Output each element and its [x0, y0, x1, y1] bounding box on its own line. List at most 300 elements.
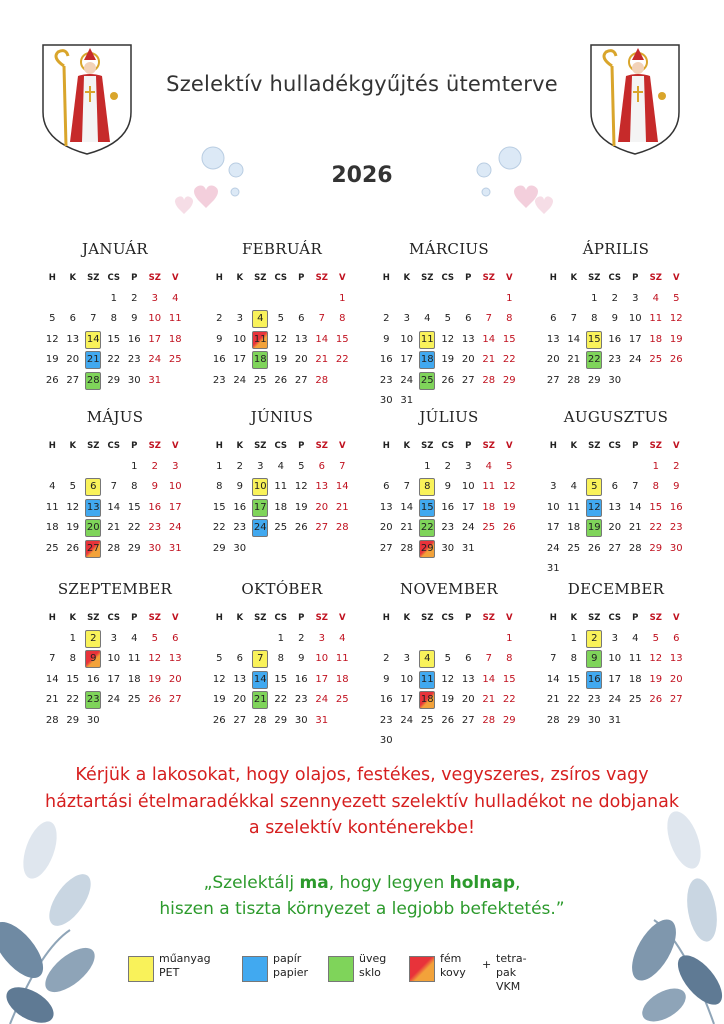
day-cell: [479, 477, 500, 498]
day-number: 8: [591, 313, 598, 324]
day-cell: [332, 629, 353, 650]
day-number: 16: [294, 673, 308, 685]
day-cell: [666, 670, 687, 691]
weekday-label: H: [215, 273, 223, 283]
month-name: NOVEMBER: [400, 580, 498, 598]
day-cell: [124, 649, 145, 670]
day-number: 16: [379, 354, 393, 365]
day-number: 18: [127, 673, 141, 685]
day-number: 4: [485, 460, 492, 472]
coat-of-arms-right: [588, 42, 682, 157]
day-number: 14: [315, 333, 329, 345]
day-number: 28: [85, 372, 101, 390]
day-number: 12: [649, 653, 663, 664]
month-name: FEBRUÁR: [241, 240, 323, 258]
weekday-label: K: [570, 441, 578, 451]
weekday-label: CS: [441, 273, 455, 283]
day-cell: [543, 350, 564, 371]
day-cell: [479, 309, 500, 330]
empty-cell: [438, 629, 459, 650]
calendar-grid: [40, 238, 690, 746]
day-cell: [271, 649, 292, 670]
weekday-label: P: [632, 273, 639, 283]
empty-cell: [564, 289, 585, 310]
day-number: 8: [110, 313, 117, 324]
day-cell: [104, 539, 125, 560]
day-cell: [312, 649, 333, 670]
day-number: 22: [335, 354, 349, 365]
day-number: 9: [611, 313, 618, 324]
day-cell: [499, 649, 520, 670]
day-number: 19: [441, 354, 455, 365]
empty-cell: [42, 289, 63, 310]
day-cell: [271, 518, 292, 539]
day-number: 23: [85, 691, 101, 709]
day-number: 3: [611, 632, 618, 644]
day-cell: [646, 690, 667, 711]
day-cell: [230, 477, 251, 498]
day-number: 9: [673, 481, 680, 492]
coat-of-arms-left: [40, 42, 134, 157]
day-number: 20: [608, 522, 622, 533]
day-cell: [397, 518, 418, 539]
day-number: 7: [485, 313, 492, 324]
day-cell: [145, 539, 166, 560]
day-number: 14: [400, 501, 414, 513]
day-number: 10: [400, 333, 414, 345]
empty-cell: [312, 289, 333, 310]
weekday-label: SZ: [588, 441, 601, 451]
day-number: 16: [608, 333, 622, 345]
day-cell: [104, 498, 125, 519]
day-cell: [63, 498, 84, 519]
day-number: 26: [441, 714, 455, 726]
day-number: 21: [85, 351, 101, 369]
day-number: 31: [546, 563, 560, 574]
day-cell: [458, 498, 479, 519]
collection-day: [83, 350, 104, 371]
day-cell: [646, 629, 667, 650]
day-cell: [63, 649, 84, 670]
collection-day: [83, 518, 104, 539]
day-number: 21: [567, 354, 581, 365]
day-cell: [564, 649, 585, 670]
weekday-label: CS: [441, 613, 455, 623]
day-number: 12: [212, 673, 226, 685]
day-cell: [438, 670, 459, 691]
day-cell: [458, 309, 479, 330]
day-number: 29: [274, 714, 288, 726]
day-number: 8: [652, 481, 659, 492]
day-cell: [312, 711, 333, 732]
day-cell: [332, 649, 353, 670]
weekday-label: SZ: [315, 613, 328, 623]
day-number: 13: [379, 501, 393, 513]
day-number: 17: [233, 354, 247, 365]
day-number: 27: [546, 374, 560, 386]
weekday-label: H: [382, 441, 390, 451]
day-cell: [165, 518, 186, 539]
day-number: 27: [294, 374, 308, 386]
day-cell: [271, 498, 292, 519]
day-number: 20: [233, 694, 247, 705]
day-number: 4: [339, 632, 346, 644]
day-number: 28: [400, 542, 414, 554]
legend-label-tetra: tetra-pak VKM: [496, 952, 527, 993]
weekday-label: SZ: [87, 613, 100, 623]
day-cell: [543, 670, 564, 691]
weekday-label: SZ: [649, 273, 662, 283]
day-number: 7: [318, 313, 325, 324]
day-number: 11: [649, 313, 663, 324]
day-grid: [376, 608, 524, 752]
day-number: 26: [441, 374, 455, 386]
day-number: 6: [298, 313, 305, 324]
day-number: 13: [168, 653, 182, 664]
collection-day: [417, 670, 438, 691]
day-cell: [209, 539, 230, 560]
collection-day: [417, 518, 438, 539]
day-cell: [666, 498, 687, 519]
collection-day: [417, 649, 438, 670]
empty-cell: [209, 629, 230, 650]
day-number: 25: [274, 522, 288, 533]
legend-label-metal: fém kovy: [440, 952, 466, 979]
day-number: 17: [400, 694, 414, 705]
day-cell: [332, 670, 353, 691]
day-number: 7: [403, 481, 410, 492]
day-cell: [564, 711, 585, 732]
day-cell: [104, 649, 125, 670]
day-cell: [564, 498, 585, 519]
day-cell: [438, 711, 459, 732]
day-number: 8: [216, 481, 223, 492]
day-cell: [499, 371, 520, 392]
day-number: 22: [107, 354, 121, 365]
weekday-label: V: [338, 273, 346, 283]
weekday-label: SZ: [482, 441, 495, 451]
day-number: 6: [550, 313, 557, 324]
day-number: 14: [567, 333, 581, 345]
day-cell: [332, 330, 353, 351]
day-cell: [145, 690, 166, 711]
day-cell: [376, 350, 397, 371]
day-number: 27: [379, 542, 393, 554]
day-number: 31: [400, 395, 414, 406]
day-cell: [104, 350, 125, 371]
day-number: 20: [315, 501, 329, 513]
collection-day: [584, 649, 605, 670]
day-number: 10: [233, 333, 247, 345]
day-number: 6: [383, 481, 390, 492]
day-number: 19: [274, 354, 288, 365]
empty-cell: [564, 457, 585, 478]
day-cell: [605, 670, 626, 691]
day-cell: [271, 690, 292, 711]
day-number: 20: [379, 522, 393, 533]
day-number: 9: [236, 481, 243, 492]
day-number: 2: [611, 292, 618, 304]
day-cell: [666, 330, 687, 351]
day-cell: [145, 477, 166, 498]
day-number: 3: [465, 460, 472, 472]
day-number: 1: [652, 460, 659, 472]
weekday-label: K: [403, 613, 411, 623]
day-number: 6: [465, 313, 472, 324]
day-number: 11: [628, 653, 642, 664]
day-cell: [42, 649, 63, 670]
day-cell: [646, 330, 667, 351]
day-cell: [42, 690, 63, 711]
day-number: 29: [587, 374, 601, 386]
day-cell: [209, 350, 230, 371]
collection-day: [250, 350, 271, 371]
day-cell: [499, 629, 520, 650]
empty-cell: [458, 289, 479, 310]
day-cell: [291, 670, 312, 691]
day-number: 25: [567, 542, 581, 554]
day-cell: [543, 477, 564, 498]
empty-cell: [397, 629, 418, 650]
day-cell: [271, 477, 292, 498]
day-number: 18: [274, 501, 288, 513]
month-name: MÁJUS: [86, 408, 144, 426]
day-number: 1: [110, 292, 117, 304]
day-cell: [438, 539, 459, 560]
day-number: 16: [379, 694, 393, 705]
day-number: 13: [461, 673, 475, 685]
day-cell: [145, 309, 166, 330]
day-number: 25: [335, 694, 349, 705]
day-number: 26: [274, 374, 288, 386]
day-cell: [104, 670, 125, 691]
month-április: [541, 238, 691, 391]
day-number: 3: [632, 292, 639, 304]
day-number: 10: [168, 481, 182, 492]
day-number: 15: [127, 501, 141, 513]
day-number: 17: [628, 333, 642, 345]
day-number: 7: [570, 313, 577, 324]
weekday-label: P: [131, 441, 138, 451]
day-cell: [312, 629, 333, 650]
day-cell: [165, 670, 186, 691]
day-cell: [291, 518, 312, 539]
day-number: 13: [315, 481, 329, 492]
day-number: 29: [649, 542, 663, 554]
day-cell: [104, 330, 125, 351]
metal-swatch: [409, 956, 435, 982]
day-number: 10: [400, 673, 414, 685]
day-cell: [312, 371, 333, 392]
collection-day: [83, 330, 104, 351]
day-number: 11: [274, 481, 288, 492]
day-cell: [124, 330, 145, 351]
day-number: 18: [419, 351, 435, 369]
day-number: 9: [131, 313, 138, 324]
day-cell: [605, 539, 626, 560]
day-cell: [646, 649, 667, 670]
weekday-label: SZ: [254, 613, 267, 623]
day-grid: [42, 436, 190, 559]
day-number: 5: [444, 313, 451, 324]
day-number: 26: [587, 542, 601, 554]
day-number: 3: [172, 460, 179, 472]
day-number: 12: [148, 653, 162, 664]
day-number: 21: [252, 691, 268, 709]
day-number: 22: [649, 522, 663, 533]
day-cell: [124, 477, 145, 498]
weekday-label: SZ: [315, 273, 328, 283]
collection-day: [250, 330, 271, 351]
day-cell: [438, 371, 459, 392]
month-július: [374, 406, 524, 559]
day-cell: [666, 649, 687, 670]
day-cell: [230, 711, 251, 732]
day-number: 15: [502, 333, 516, 345]
day-number: 27: [461, 374, 475, 386]
day-number: 23: [212, 374, 226, 386]
day-number: 5: [216, 653, 223, 664]
day-cell: [104, 477, 125, 498]
day-number: 24: [628, 354, 642, 365]
weekday-label: K: [69, 273, 77, 283]
day-cell: [479, 518, 500, 539]
day-number: 1: [506, 632, 513, 644]
day-number: 6: [172, 632, 179, 644]
day-number: 24: [148, 354, 162, 365]
day-number: 11: [127, 653, 141, 664]
day-cell: [605, 371, 626, 392]
day-number: 17: [315, 673, 329, 685]
day-number: 14: [546, 673, 560, 685]
day-number: 12: [441, 673, 455, 685]
day-number: 22: [127, 522, 141, 533]
day-number: 8: [131, 481, 138, 492]
day-cell: [209, 690, 230, 711]
day-number: 23: [441, 522, 455, 533]
day-cell: [397, 309, 418, 330]
weekday-label: SZ: [148, 613, 161, 623]
day-number: 22: [419, 519, 435, 537]
day-cell: [332, 477, 353, 498]
weekday-label: SZ: [254, 273, 267, 283]
day-number: 19: [294, 501, 308, 513]
day-grid: [209, 608, 357, 731]
collection-day: [584, 330, 605, 351]
slogan-emphasis-ma: ma: [299, 873, 329, 893]
day-cell: [209, 711, 230, 732]
empty-cell: [104, 457, 125, 478]
day-cell: [312, 350, 333, 371]
weekday-label: V: [672, 613, 680, 623]
day-number: 30: [669, 542, 683, 554]
legend-plus: +: [482, 958, 492, 971]
day-cell: [124, 539, 145, 560]
day-cell: [543, 690, 564, 711]
day-grid: [209, 268, 357, 391]
slogan-text: ,: [515, 873, 521, 893]
day-number: 11: [335, 653, 349, 664]
empty-cell: [63, 289, 84, 310]
day-number: 1: [506, 292, 513, 304]
day-cell: [42, 330, 63, 351]
day-cell: [42, 371, 63, 392]
day-cell: [124, 371, 145, 392]
day-number: 18: [335, 673, 349, 685]
day-cell: [376, 477, 397, 498]
day-number: 2: [85, 630, 101, 648]
day-number: 9: [298, 653, 305, 664]
day-number: 18: [252, 351, 268, 369]
day-cell: [83, 670, 104, 691]
day-cell: [397, 330, 418, 351]
day-number: 27: [168, 694, 182, 705]
legend-label-paper: papír papier: [273, 952, 309, 979]
day-number: 4: [570, 481, 577, 492]
day-cell: [564, 629, 585, 650]
day-cell: [209, 309, 230, 330]
collection-day: [83, 690, 104, 711]
month-name: JÚLIUS: [419, 408, 479, 426]
day-number: 2: [298, 632, 305, 644]
day-number: 26: [649, 694, 663, 705]
day-cell: [230, 350, 251, 371]
day-number: 2: [236, 460, 243, 472]
day-cell: [42, 477, 63, 498]
day-number: 15: [335, 333, 349, 345]
day-number: 25: [628, 694, 642, 705]
day-cell: [605, 711, 626, 732]
day-grid: [376, 268, 524, 412]
day-number: 8: [69, 653, 76, 664]
day-number: 12: [502, 481, 516, 492]
empty-cell: [291, 289, 312, 310]
weekday-label: K: [69, 441, 77, 451]
day-number: 10: [608, 653, 622, 664]
day-number: 26: [294, 522, 308, 533]
day-number: 9: [151, 481, 158, 492]
day-cell: [543, 309, 564, 330]
day-cell: [438, 518, 459, 539]
empty-cell: [479, 629, 500, 650]
weekday-label: P: [131, 613, 138, 623]
day-cell: [209, 330, 230, 351]
day-cell: [397, 711, 418, 732]
day-number: 8: [570, 653, 577, 664]
weekday-label: CS: [107, 441, 121, 451]
day-cell: [646, 670, 667, 691]
day-number: 12: [274, 333, 288, 345]
day-number: 21: [482, 694, 496, 705]
day-cell: [209, 371, 230, 392]
day-number: 15: [212, 501, 226, 513]
weekday-label: SZ: [421, 613, 434, 623]
weekday-label: P: [298, 441, 305, 451]
day-number: 30: [294, 714, 308, 726]
day-number: 22: [274, 694, 288, 705]
day-cell: [479, 330, 500, 351]
day-number: 27: [461, 714, 475, 726]
empty-cell: [438, 289, 459, 310]
day-cell: [376, 731, 397, 752]
collection-day: [250, 649, 271, 670]
day-number: 25: [253, 374, 267, 386]
day-cell: [291, 457, 312, 478]
weekday-label: H: [215, 613, 223, 623]
day-number: 29: [212, 542, 226, 554]
day-number: 21: [335, 501, 349, 513]
day-cell: [666, 457, 687, 478]
